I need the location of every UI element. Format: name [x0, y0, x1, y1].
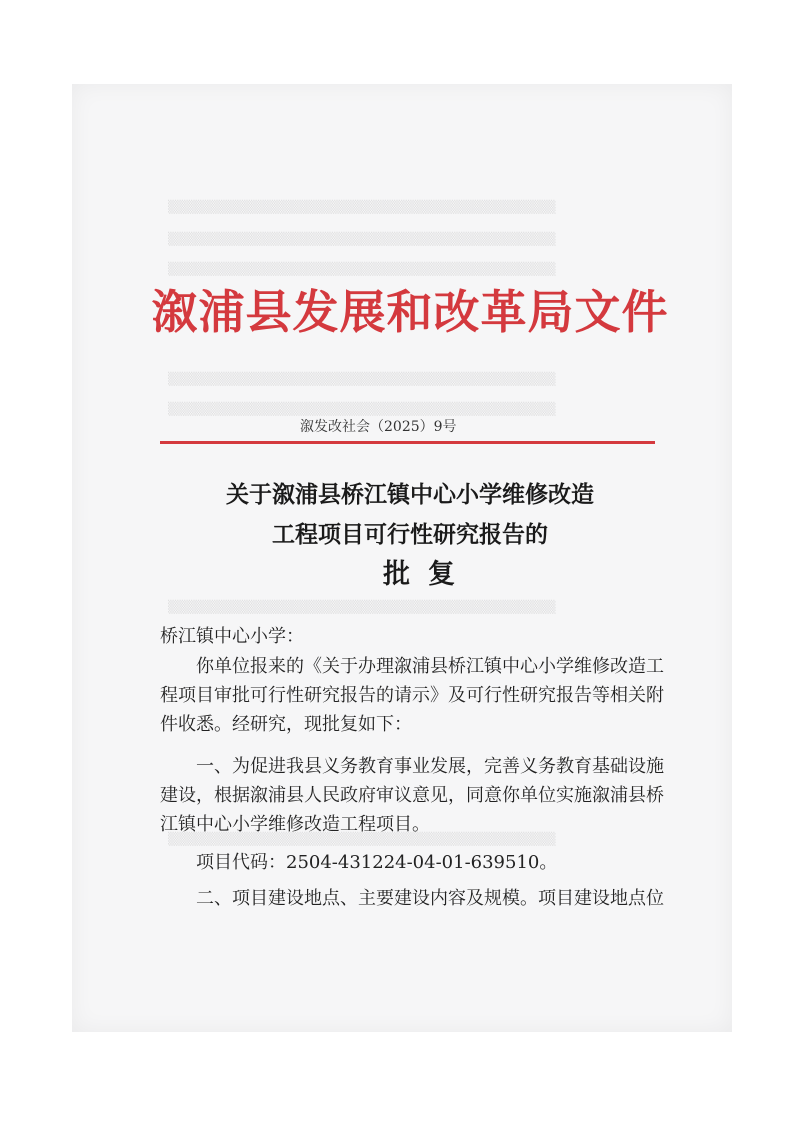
paragraph-line: 一、为促进我县义务教育事业发展，完善义务教育基础设施 [196, 756, 664, 777]
document-title-line-3: 批复 [383, 559, 473, 590]
paragraph-line: 二、项目建设地点、主要建设内容及规模。项目建设地点位 [196, 888, 664, 909]
bleed-through-text: ▒▒▒▒▒▒▒▒▒▒▒▒▒▒▒▒▒▒▒▒▒▒▒▒▒▒▒▒▒▒▒▒▒▒▒▒▒▒▒▒▒▒ [168, 262, 556, 276]
paragraph-line: 你单位报来的《关于办理溆浦县桥江镇中心小学维修改造工 [196, 656, 664, 677]
paragraph-line: 建设，根据溆浦县人民政府审议意见，同意你单位实施溆浦县桥 [160, 785, 664, 806]
bleed-through-text: ▒▒▒▒▒▒▒▒▒▒▒▒▒▒▒▒▒▒▒▒▒▒▒▒▒▒▒▒▒▒▒▒▒▒▒▒▒▒▒▒▒▒ [168, 372, 556, 386]
bleed-through-text: ▒▒▒▒▒▒▒▒▒▒▒▒▒▒▒▒▒▒▒▒▒▒▒▒▒▒▒▒▒▒▒▒▒▒▒▒▒▒▒▒▒▒ [168, 402, 556, 416]
addressee: 桥江镇中心小学： [160, 626, 304, 647]
red-divider-line [160, 441, 655, 444]
bleed-through-text: ▒▒▒▒▒▒▒▒▒▒▒▒▒▒▒▒▒▒▒▒▒▒▒▒▒▒▒▒▒▒▒▒▒▒▒▒▒▒▒▒▒▒ [168, 232, 556, 246]
document-title-line-1: 关于溆浦县桥江镇中心小学维修改造 [226, 482, 594, 508]
paragraph-line: 程项目审批可行性研究报告的请示》及可行性研究报告等相关附 [160, 685, 664, 706]
paragraph-line: 江镇中心小学维修改造工程项目。 [160, 814, 430, 835]
document-title-line-2: 工程项目可行性研究报告的 [272, 522, 548, 548]
bleed-through-text: ▒▒▒▒▒▒▒▒▒▒▒▒▒▒▒▒▒▒▒▒▒▒▒▒▒▒▒▒▒▒▒▒▒▒▒▒▒▒▒▒▒▒ [168, 600, 556, 614]
paragraph-line: 件收悉。经研究，现批复如下： [160, 714, 412, 735]
bleed-through-text: ▒▒▒▒▒▒▒▒▒▒▒▒▒▒▒▒▒▒▒▒▒▒▒▒▒▒▒▒▒▒▒▒▒▒▒▒▒▒▒▒▒▒ [168, 200, 556, 214]
issuer-header-title: 溆浦县发展和改革局文件 [151, 285, 669, 339]
bleed-through-text: ▒▒▒▒▒▒▒▒▒▒▒▒▒▒▒▒▒▒▒▒▒▒▒▒▒▒▒▒▒▒▒▒▒▒▒▒▒▒▒▒▒▒ [168, 832, 556, 846]
document-number: 溆发改社会（2025）9号 [300, 419, 457, 435]
project-code: 项目代码：2504-431224-04-01-639510。 [196, 852, 558, 873]
